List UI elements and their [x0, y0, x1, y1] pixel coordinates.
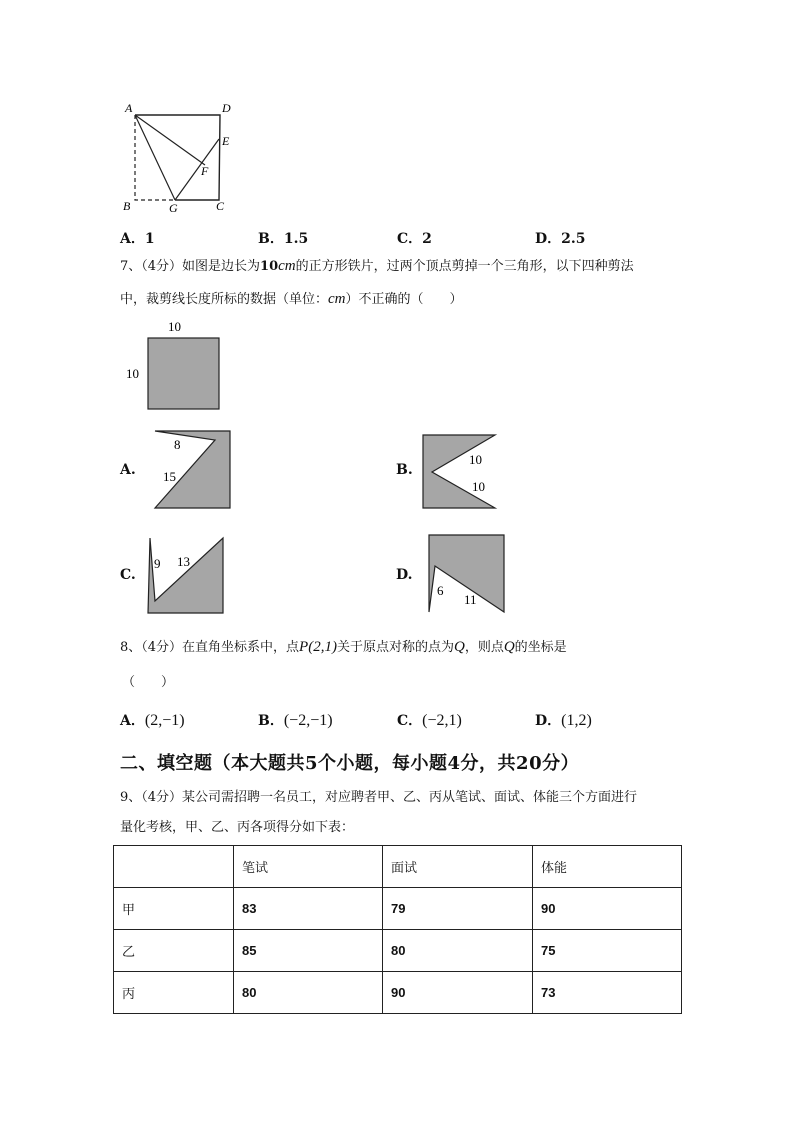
- q7-option-a-label[interactable]: A.: [120, 462, 136, 478]
- option-value: 2: [422, 231, 432, 247]
- cut-length-1: 10: [469, 452, 482, 467]
- point-label-F: F: [201, 164, 209, 178]
- table-header-row: [114, 846, 682, 888]
- table-cell: 甲: [114, 888, 234, 930]
- q7-option-a-figure[interactable]: [150, 428, 235, 512]
- table-cell: 85: [234, 930, 383, 972]
- q9-text-line1: 9、（4分）某公司需招聘一名员工，对应聘者甲、乙、丙从笔试、面试、体能三个方面进行: [120, 790, 638, 805]
- point-label-A: A: [125, 101, 133, 115]
- q8-option-b[interactable]: [258, 710, 333, 730]
- q7-option-d-figure[interactable]: [424, 532, 510, 616]
- option-label: D．: [535, 713, 562, 729]
- point-label-D: D: [222, 101, 231, 115]
- table-cell: 乙: [114, 930, 234, 972]
- score-table: [113, 845, 682, 1014]
- table-cell: 83: [234, 888, 383, 930]
- cut-length-1: 9: [154, 556, 161, 571]
- q9-text-line2: 量化考核，甲、乙、丙各项得分如下表：: [120, 820, 355, 835]
- option-value: (−2,1): [422, 712, 462, 729]
- q7-option-b-label[interactable]: B.: [396, 462, 413, 478]
- option-label: B．: [258, 231, 284, 247]
- q8-option-a[interactable]: [120, 710, 185, 730]
- q6-option-a[interactable]: [120, 228, 155, 248]
- option-value: 1: [144, 231, 155, 247]
- q7-option-b-figure[interactable]: [418, 432, 500, 512]
- cut-length-1: 8: [174, 437, 181, 452]
- q7-option-c-label[interactable]: C.: [120, 567, 136, 583]
- table-cell: 79: [383, 888, 533, 930]
- table-cell: 80: [234, 972, 383, 1014]
- cut-length-2: 15: [163, 469, 176, 484]
- square-left-length: 10: [126, 366, 139, 381]
- q7-original-square: [120, 315, 230, 415]
- q7-text-line1: 7、（4分）如图是边长为10cm的正方形铁片，过两个顶点剪掉一个三角形，以下四种剪法: [120, 258, 634, 274]
- option-label: C．: [397, 713, 423, 729]
- cut-length-2: 10: [472, 479, 485, 494]
- table-header-cell: 面试: [383, 846, 533, 888]
- cut-length-2: 11: [464, 592, 477, 607]
- point-label-B: B: [123, 199, 131, 213]
- table-cell: 90: [533, 888, 682, 930]
- option-label: D．: [535, 231, 562, 247]
- option-value: 2.5: [561, 231, 586, 247]
- q8-option-d[interactable]: [535, 710, 592, 730]
- q8-answer-paren: （ ）: [122, 675, 175, 690]
- table-header-cell: 体能: [533, 846, 682, 888]
- table-row: [114, 888, 682, 930]
- option-value: (−2,−1): [283, 712, 333, 729]
- q7-option-d-label[interactable]: D.: [396, 567, 413, 583]
- table-cell: 80: [383, 930, 533, 972]
- cut-length-1: 6: [437, 583, 444, 598]
- table-cell: 丙: [114, 972, 234, 1014]
- option-value: (1,2): [561, 712, 592, 729]
- option-value: 1.5: [283, 231, 309, 247]
- table-cell: 75: [533, 930, 682, 972]
- q7-text-line2: 中，裁剪线长度所标的数据（单位：cm）不正确的（ ）: [120, 291, 463, 307]
- table-header-cell: 笔试: [234, 846, 383, 888]
- point-label-C: C: [216, 199, 225, 213]
- q7-option-c-figure[interactable]: [143, 533, 229, 617]
- q6-option-b[interactable]: [258, 228, 308, 248]
- table-row: [114, 930, 682, 972]
- point-label-G: G: [169, 201, 178, 215]
- q6-option-d[interactable]: [535, 228, 586, 248]
- q8-text: 8、（4分）在直角坐标系中，点P(2,1)关于原点对称的点为Q，则点Q的坐标是: [120, 639, 567, 655]
- table-header-cell: [114, 846, 234, 888]
- q6-geometry-figure: [115, 95, 245, 215]
- option-label: A．: [120, 713, 145, 729]
- option-label: C．: [397, 231, 423, 247]
- option-label: A．: [120, 231, 145, 247]
- option-value: (2,−1): [144, 712, 185, 729]
- point-label-E: E: [222, 134, 230, 148]
- q8-option-c[interactable]: [397, 710, 462, 730]
- table-cell: 90: [383, 972, 533, 1014]
- cut-length-2: 13: [177, 554, 190, 569]
- q6-option-c[interactable]: [397, 228, 432, 248]
- section-heading: 二、填空题（本大题共5个小题，每小题4分，共20分）: [120, 753, 580, 774]
- table-cell: 73: [533, 972, 682, 1014]
- table-row: [114, 972, 682, 1014]
- square-top-length: 10: [168, 319, 181, 334]
- option-label: B．: [258, 713, 284, 729]
